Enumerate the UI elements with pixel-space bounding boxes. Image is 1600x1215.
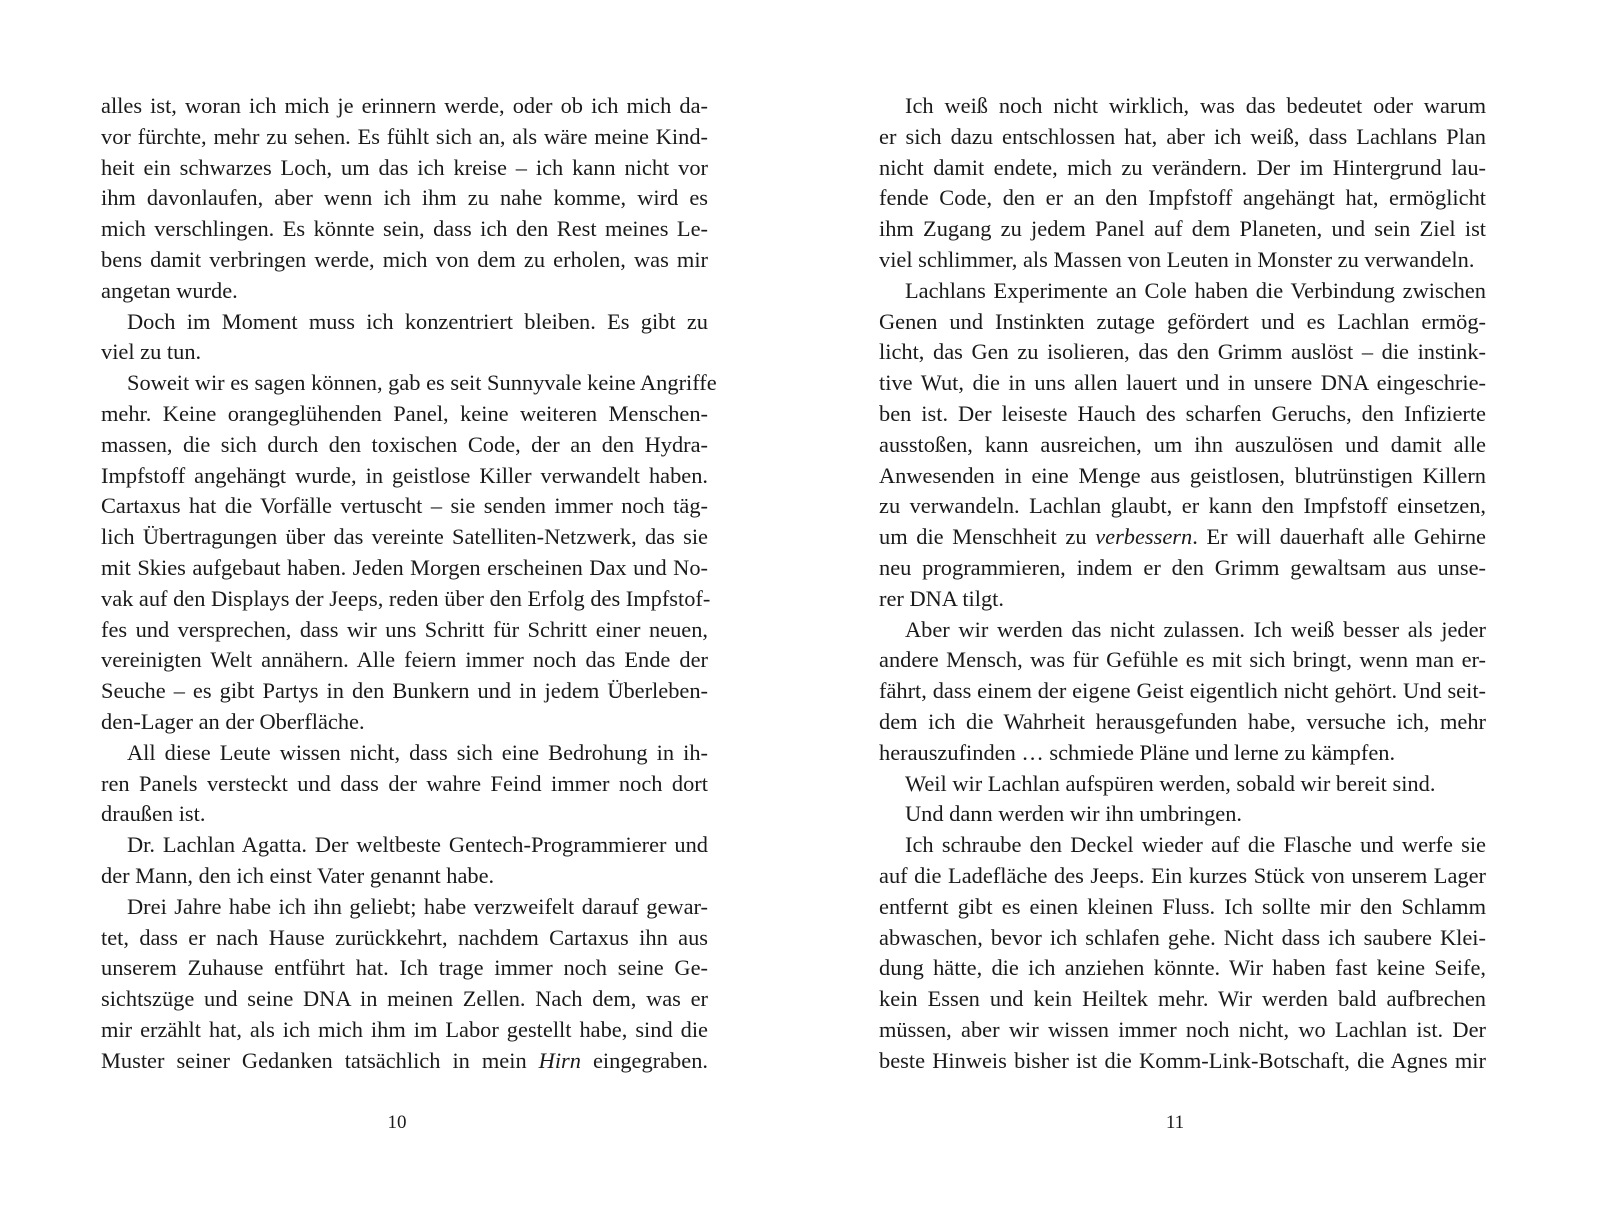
text-line: draußen ist. (101, 801, 206, 827)
text-line: ausstoßen, kann ausreichen, um ihn auszulösen und damit alle (879, 431, 1486, 457)
right-page-text (879, 91, 1486, 1077)
text-line: ihm Zugang zu jedem Panel auf dem Planeten, und sein Ziel ist (879, 216, 1486, 242)
text-line: Dr. Lachlan Agatta. Der weltbeste Gentech-Programmierer und (127, 832, 708, 858)
text-line: neu programmieren, indem er den Grimm gewaltsam aus unse- (879, 554, 1486, 580)
text-line: Anwesenden in eine Menge aus geistlosen, blutrünstigen Killern (879, 462, 1486, 488)
text-line: abwaschen, bevor ich schlafen gehe. Nicht dass ich saubere Klei- (879, 924, 1486, 950)
text-line: andere Mensch, was für Gefühle es mit sich bringt, wenn man er- (879, 647, 1486, 673)
text-line: Seuche – es gibt Partys in den Bunkern und in jedem Überleben- (101, 678, 708, 704)
text-line: tet, dass er nach Hause zurückkehrt, nachdem Cartaxus ihn aus (101, 924, 708, 950)
text-line: All diese Leute wissen nicht, dass sich eine Bedrohung in ih- (127, 739, 708, 765)
text-line: Lachlans Experimente an Cole haben die Verbindung zwischen (905, 277, 1486, 303)
text-line: der Mann, den ich einst Vater genannt habe. (101, 862, 495, 888)
text-line: mehr. Keine orangeglühenden Panel, keine weiteren Menschen- (101, 400, 708, 426)
text-line: Impfstoff angehängt wurde, in geistlose Killer verwandelt haben. (101, 462, 708, 488)
text-line: kein Essen und kein Heiltek mehr. Wir werden bald aufbrechen (879, 986, 1486, 1012)
text-line: rer DNA tilgt. (879, 585, 1004, 611)
text-line: vor fürchte, mehr zu sehen. Es fühlt sich an, als wäre meine Kind- (101, 123, 708, 149)
right-page (800, 0, 1600, 1215)
text-line: mir erzählt hat, als ich mich ihm im Labor gestellt habe, sind die (101, 1016, 708, 1042)
left-page-number: 10 (387, 1112, 407, 1133)
text-line: licht, das Gen zu isolieren, das den Grimm auslöst – die instink- (879, 339, 1486, 365)
text-line: massen, die sich durch den toxischen Code, der an den Hydra- (101, 431, 708, 457)
text-line: heit ein schwarzes Loch, um das ich kreise – ich kann nicht vor (101, 154, 708, 180)
text-line: entfernt gibt es einen kleinen Fluss. Ich sollte mir den Schlamm (879, 893, 1486, 919)
text-line: fes und versprechen, dass wir uns Schritt für Schritt einer neuen, (101, 616, 708, 642)
text-line: Cartaxus hat die Vorfälle vertuscht – sie senden immer noch täg- (101, 493, 708, 519)
text-line: zu verwandeln. Lachlan glaubt, er kann den Impfstoff einsetzen, (879, 493, 1486, 519)
text-segment: eingegraben. (580, 1047, 708, 1073)
text-line: vereinigten Welt annähern. Alle feiern immer noch das Ende der (101, 647, 708, 673)
text-line: Aber wir werden das nicht zulassen. Ich weiß besser als jeder (905, 616, 1486, 642)
text-line: ren Panels versteckt und dass der wahre Feind immer noch dort (101, 770, 708, 796)
text-segment: um die Menschheit zu (879, 524, 1096, 550)
text-line: viel zu tun. (101, 339, 202, 365)
text-line: viel schlimmer, als Massen von Leuten in Monster zu verwandeln. (879, 246, 1475, 272)
text-line: dem ich die Wahrheit herausgefunden habe, versuche ich, mehr (879, 708, 1486, 734)
text-line: mich verschlingen. Es könnte sein, dass ich den Rest meines Le- (101, 216, 708, 242)
text-line: müssen, aber wir wissen immer noch nicht, wo Lachlan ist. Der (879, 1016, 1486, 1042)
text-line: Genen und Instinkten zutage gefördert und es Lachlan ermög- (879, 308, 1486, 334)
text-line: ben ist. Der leiseste Hauch des scharfen Geruchs, den Infizierte (879, 400, 1486, 426)
text-line: Doch im Moment muss ich konzentriert bleiben. Es gibt zu (127, 308, 708, 334)
text-line: tive Wut, die in uns allen lauert und in unsere DNA eingeschrie- (879, 370, 1486, 396)
emphasized-word: Hirn (538, 1047, 581, 1073)
text-line: lich Übertragungen über das vereinte Satelliten-Netzwerk, das sie (101, 524, 708, 550)
text-line: fende Code, den er an den Impfstoff angehängt hat, ermöglicht (879, 185, 1486, 211)
text-line (101, 1046, 708, 1077)
text-line: beste Hinweis bisher ist die Komm-Link-Botschaft, die Agnes mir (879, 1047, 1486, 1073)
text-line: Soweit wir es sagen können, gab es seit Sunnyvale keine Angriffe (127, 370, 717, 396)
text-line: mit Skies aufgebaut haben. Jeden Morgen erscheinen Dax und No- (101, 554, 708, 580)
text-segment: Muster seiner Gedanken tatsächlich in mein (101, 1047, 539, 1073)
text-line: angetan wurde. (101, 277, 238, 303)
text-line: Ich weiß noch nicht wirklich, was das bedeutet oder warum (905, 93, 1486, 118)
text-line: unserem Zuhause entführt hat. Ich trage immer noch seine Ge- (101, 955, 708, 981)
text-line: ihm davonlaufen, aber wenn ich ihm zu nahe komme, wird es (101, 185, 708, 211)
text-line: fährt, dass einem der eigene Geist eigentlich nicht gehört. Und seit- (879, 678, 1486, 704)
text-line: Drei Jahre habe ich ihn geliebt; habe verzweifelt darauf gewar- (127, 893, 708, 919)
text-line: dung hätte, die ich anziehen könnte. Wir haben fast keine Seife, (879, 955, 1486, 981)
text-line: den-Lager an der Oberfläche. (101, 708, 365, 734)
emphasized-word: verbessern (1095, 524, 1193, 550)
text-line: alles ist, woran ich mich je erinnern werde, oder ob ich mich da- (101, 93, 708, 118)
text-line: vak auf den Displays der Jeeps, reden über den Erfolg des Impfstof- (101, 585, 711, 611)
text-line: sichtszüge und seine DNA in meinen Zellen. Nach dem, was er (101, 986, 708, 1012)
right-page-number: 11 (1165, 1112, 1185, 1133)
text-line: er sich dazu entschlossen hat, aber ich weiß, dass Lachlans Plan (879, 123, 1486, 149)
text-line (879, 522, 1486, 553)
text-line: herauszufinden … schmiede Pläne und lerne zu kämpfen. (879, 739, 1396, 765)
text-line: bens damit verbringen werde, mich von dem zu erholen, was mir (101, 246, 708, 272)
text-line: Weil wir Lachlan aufspüren werden, sobald wir bereit sind. (905, 770, 1436, 796)
text-line: Und dann werden wir ihn umbringen. (905, 801, 1243, 827)
text-segment: . Er will dauerhaft alle Gehirne (1192, 524, 1486, 550)
left-page-text (101, 91, 717, 1077)
text-line: auf die Ladefläche des Jeeps. Ein kurzes Stück von unserem Lager (879, 862, 1486, 888)
text-line: Ich schraube den Deckel wieder auf die Flasche und werfe sie (905, 832, 1486, 858)
text-line: nicht damit endete, mich zu verändern. Der im Hintergrund lau- (879, 154, 1486, 180)
